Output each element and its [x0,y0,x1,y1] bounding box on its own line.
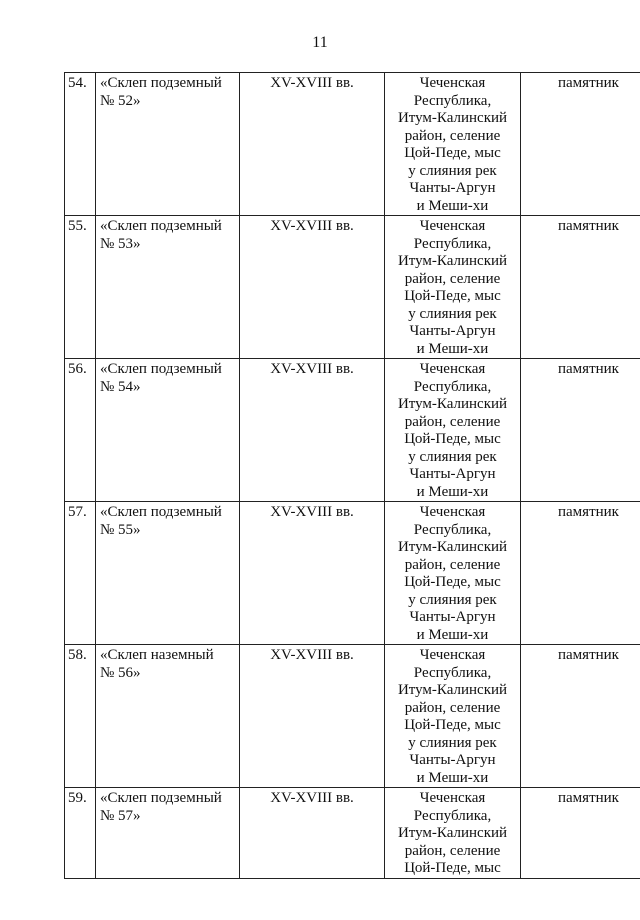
dating-cell: XV-XVIII вв. [240,73,385,216]
object-name-cell: «Склеп подземный № 54» [96,359,240,502]
row-number-cell: 56. [65,359,96,502]
table-row [65,73,640,216]
dating-cell: XV-XVIII вв. [240,359,385,502]
location-cell: Чеченская Республика, Итум-Калинский район, селение Цой-Педе, мыс у слияния рек Чанты-Аргун и Меши-хи [385,359,521,502]
category-cell: памятник [521,502,640,645]
row-number-cell: 58. [65,645,96,788]
dating-cell: XV-XVIII вв. [240,788,385,879]
location-cell: Чеченская Республика, Итум-Калинский район, селение Цой-Педе, мыс [385,788,521,879]
page-number: 11 [312,34,328,51]
table-row [65,216,640,359]
table-row [65,788,640,879]
dating-cell: XV-XVIII вв. [240,216,385,359]
table-row [65,645,640,788]
object-name-cell: «Склеп подземный № 55» [96,502,240,645]
row-number-cell: 59. [65,788,96,879]
table-row [65,502,640,645]
location-cell: Чеченская Республика, Итум-Калинский район, селение Цой-Педе, мыс у слияния рек Чанты-Аргун и Меши-хи [385,216,521,359]
row-number-cell: 57. [65,502,96,645]
category-cell: памятник [521,73,640,216]
row-number-cell: 55. [65,216,96,359]
category-cell: памятник [521,645,640,788]
category-cell: памятник [521,216,640,359]
location-cell: Чеченская Республика, Итум-Калинский район, селение Цой-Педе, мыс у слияния рек Чанты-Аргун и Меши-хи [385,502,521,645]
location-cell: Чеченская Республика, Итум-Калинский район, селение Цой-Педе, мыс у слияния рек Чанты-Аргун и Меши-хи [385,73,521,216]
category-cell: памятник [521,788,640,879]
dating-cell: XV-XVIII вв. [240,502,385,645]
object-name-cell: «Склеп подземный № 53» [96,216,240,359]
heritage-registry-table [64,72,640,879]
object-name-cell: «Склеп наземный № 56» [96,645,240,788]
table-row [65,359,640,502]
object-name-cell: «Склеп подземный № 52» [96,73,240,216]
object-name-cell: «Склеп подземный № 57» [96,788,240,879]
row-number-cell: 54. [65,73,96,216]
dating-cell: XV-XVIII вв. [240,645,385,788]
category-cell: памятник [521,359,640,502]
location-cell: Чеченская Республика, Итум-Калинский район, селение Цой-Педе, мыс у слияния рек Чанты-Аргун и Меши-хи [385,645,521,788]
